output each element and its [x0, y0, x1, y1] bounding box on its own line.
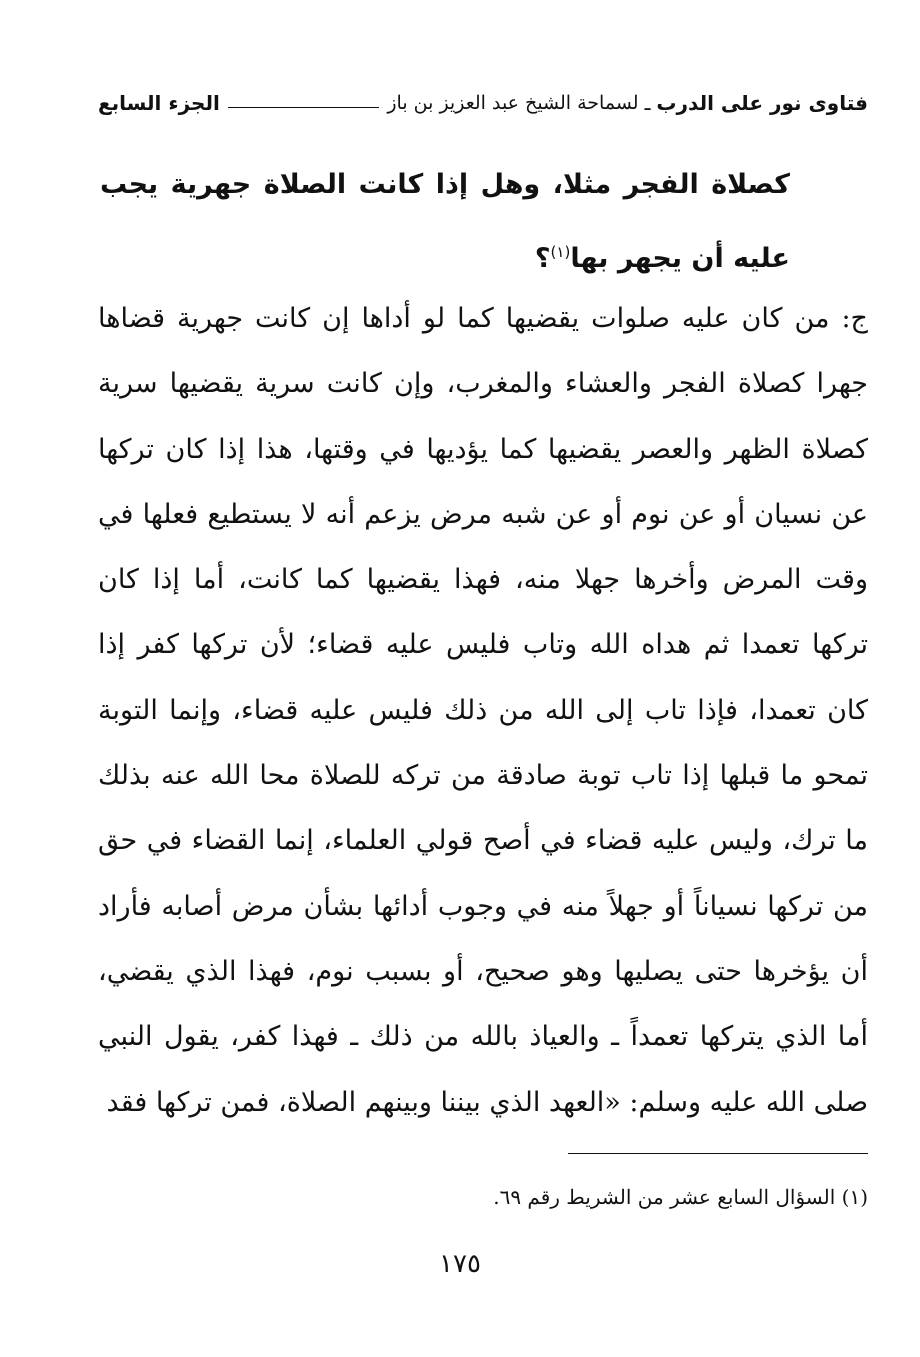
running-header [98, 86, 868, 120]
footnote-reference: (١) [550, 243, 571, 261]
answer-paragraph: ج: من كان عليه صلوات يقضيها كما لو أداها إن كانت جهرية قضاها جهرا كصلاة الفجر والعشاء والمغرب، وإن كانت سرية يقضيها سرية كصلاة الظهر والعصر يقضيها كما يؤديها في وقتها، هذا إذا كان تركها عن نسيان أو عن نوم أو عن شبه مرض يزعم أنه لا يستطيع فعلها في وقت المرض وأخرها جهلا منه، فهذا يقضيها كما كانت، أما إذا كان تركها تعمدا ثم هداه الله وتاب فليس عليه قضاء؛ لأن تركها كفر إذا كان تعمدا، فإذا تاب إلى الله من ذلك فليس عليه قضاء، وإنما التوبة تمحو ما قبلها إذا تاب توبة صادقة من تركه للصلاة محا الله عنه بذلك ما ترك، وليس عليه قضاء في أصح قولي العلماء، إنما القضاء في حق من تركها نسياناً أو جهلاً منه في وجوب أدائها بشأن مرض أصابه فأراد أن يؤخرها حتى يصليها وهو صحيح، أو بسبب نوم، فهذا الذي يقضي، أما الذي يتركها تعمداً ـ والعياذ بالله من ذلك ـ فهذا كفر، يقول النبي صلى الله عليه وسلم: «العهد الذي بيننا وبينهم الصلاة، فمن تركها فقد [98, 303, 868, 1118]
question-mark: ؟ [534, 243, 551, 274]
author-name: لسماحة الشيخ عبد العزيز بن باز [387, 92, 639, 114]
question-body: كصلاة الفجر مثلا، وهل إذا كانت الصلاة جهرية يجب عليه أن يجهر بها [100, 169, 790, 274]
header-separator: ـ [644, 91, 651, 115]
volume-label: الجزء السابع [98, 91, 220, 115]
footnote-rule [568, 1153, 868, 1154]
question-text [100, 148, 790, 296]
page-number: ١٧٥ [439, 1249, 481, 1279]
footnote: (١) السؤال السابع عشر من الشريط رقم ٦٩. [493, 1185, 868, 1209]
header-rule [228, 107, 380, 108]
book-title: فتاوى نور على الدرب [656, 91, 868, 115]
